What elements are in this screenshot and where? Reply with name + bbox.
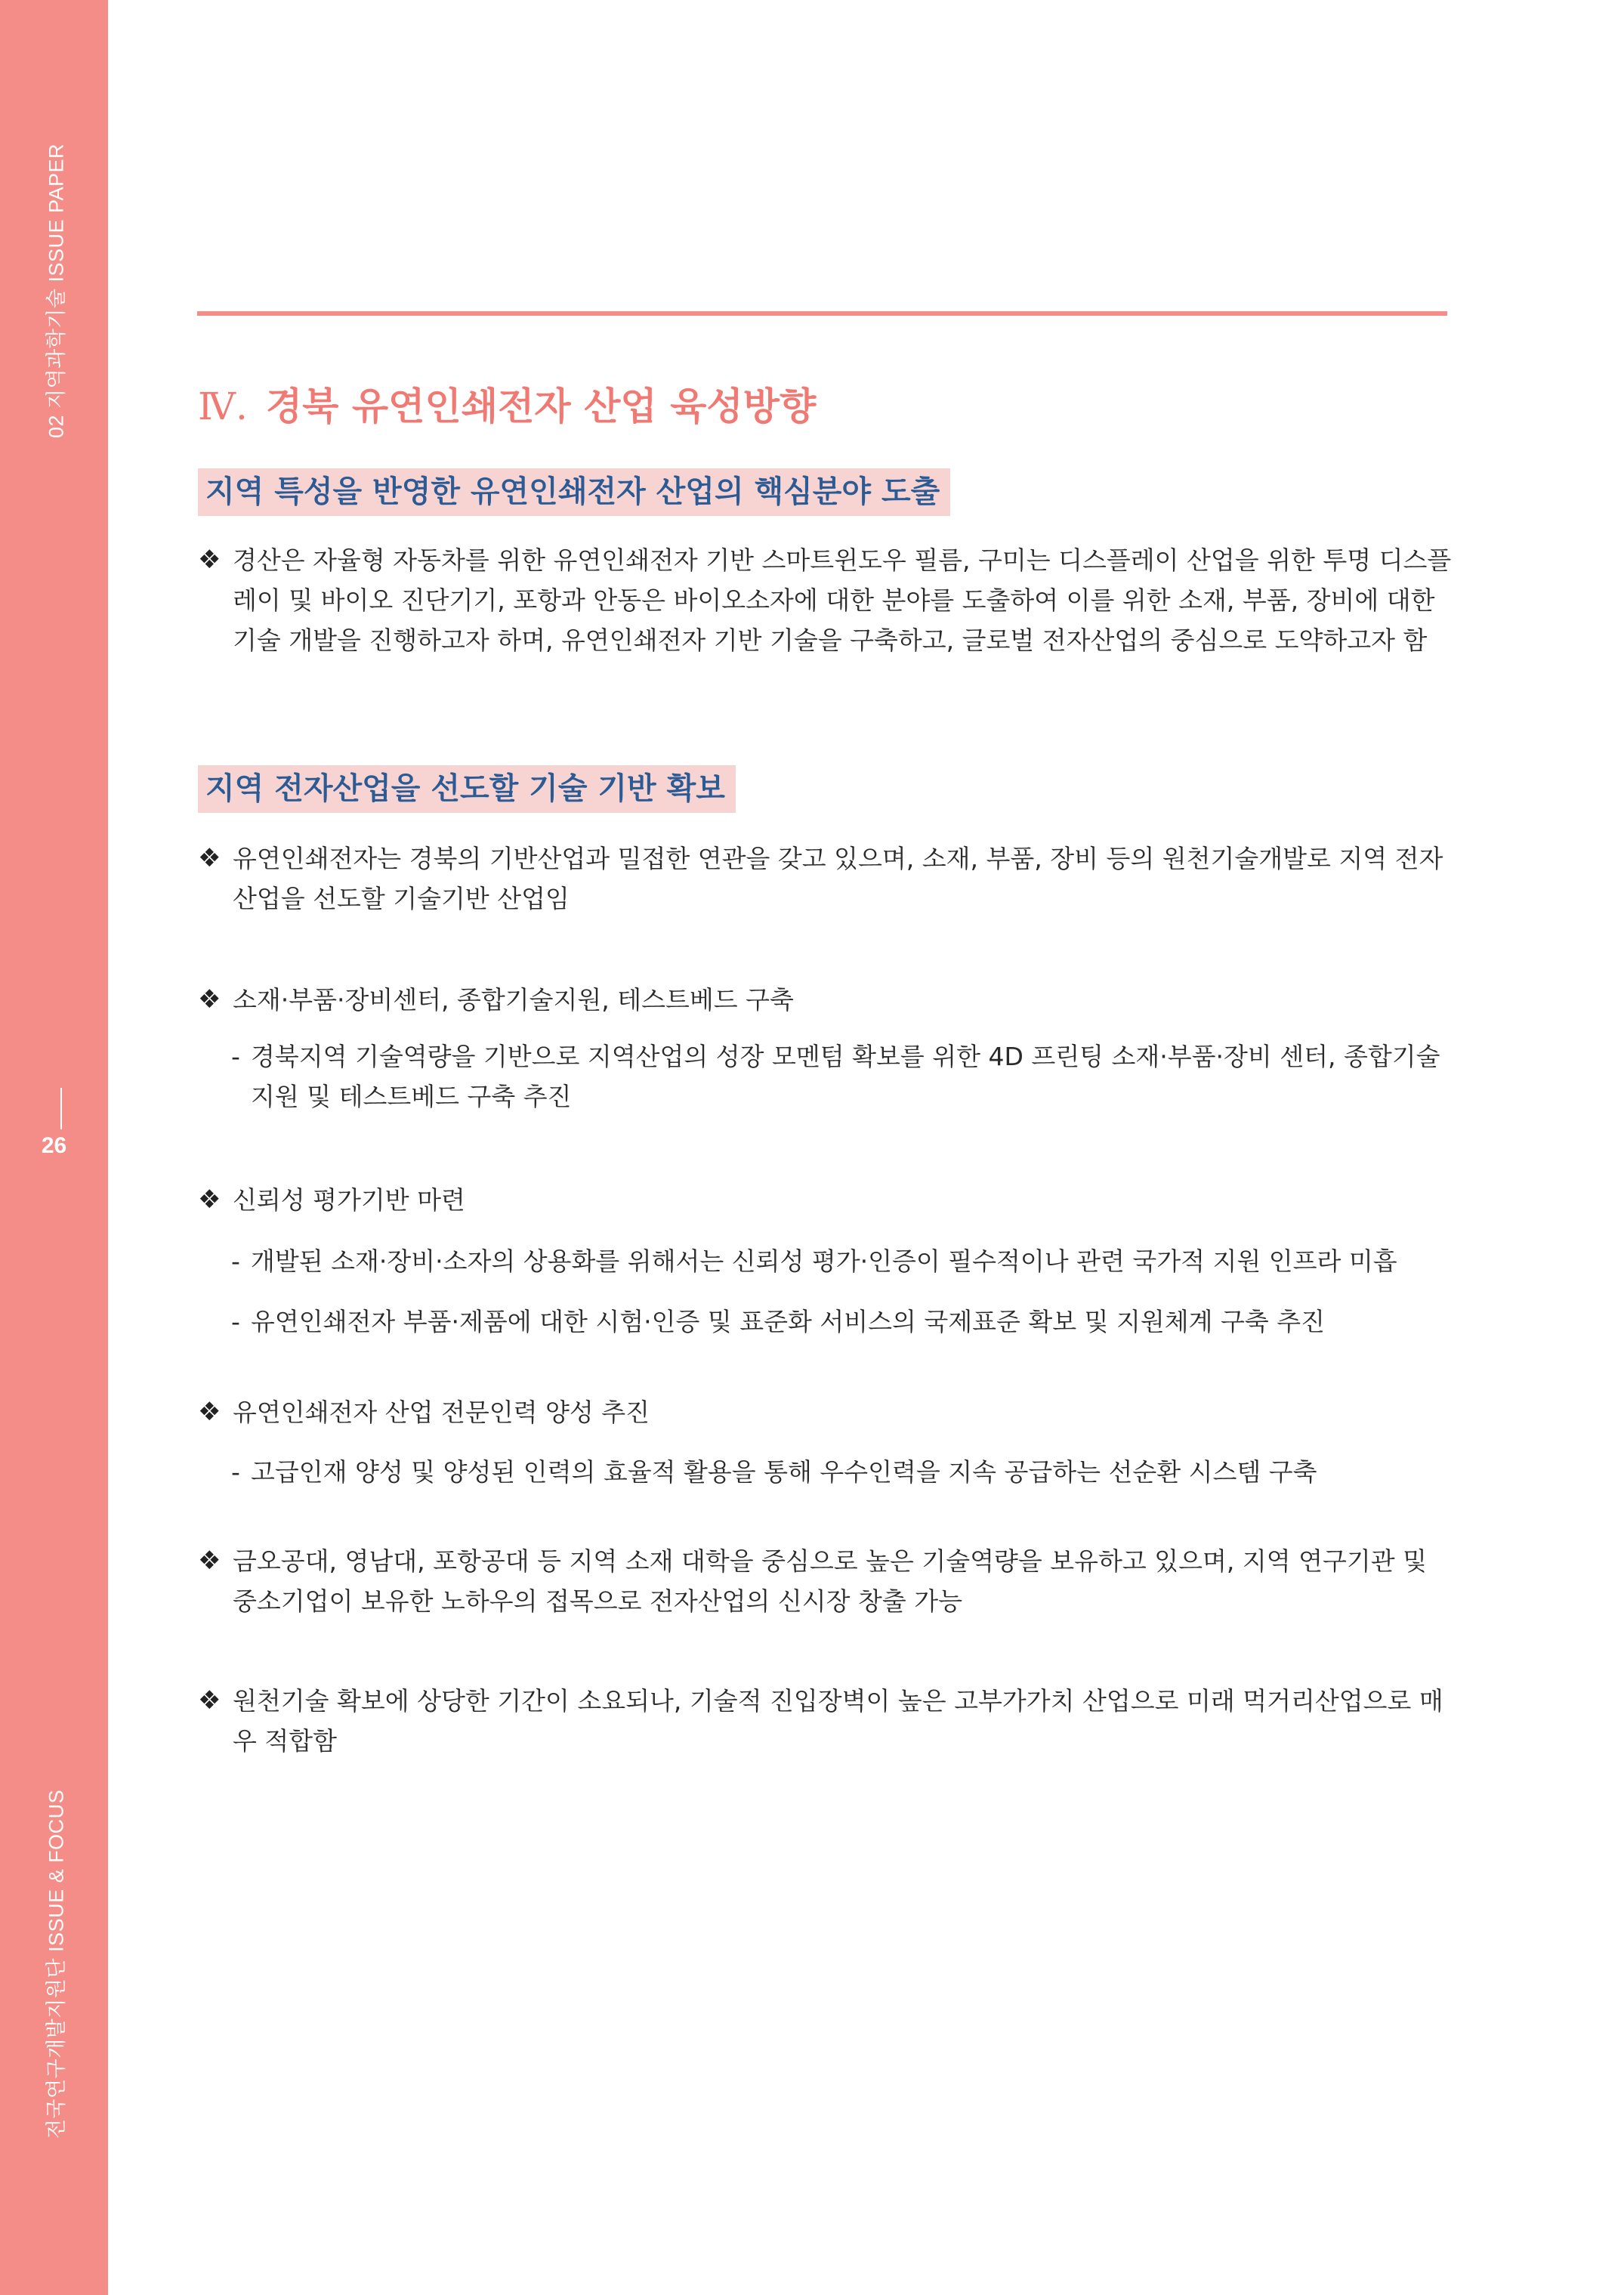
bullet-text: 신뢰성 평가기반 마련 xyxy=(233,1185,465,1215)
dash-marker: - xyxy=(231,1457,240,1487)
bullet-icon: ❖ xyxy=(198,545,221,575)
bullet-icon: ❖ xyxy=(198,1397,221,1427)
section-title-text: 경북 유연인쇄전자 산업 육성방향 xyxy=(265,385,817,428)
subsection-heading: 지역 전자산업을 선도할 기술 기반 확보 xyxy=(198,765,736,813)
page-number: 26 xyxy=(41,1133,67,1158)
sub-item-text: 유연인쇄전자 부품·제품에 대한 시험·인증 및 표준화 서비스의 국제표준 확보 및 지원체계 구축 추진 xyxy=(251,1307,1325,1336)
bullet-item xyxy=(198,1180,1452,1220)
sub-item-text: 고급인재 양성 및 양성된 인력의 효율적 활용을 통해 우수인력을 지속 공급하는 선순환 시스템 구축 xyxy=(251,1457,1317,1487)
bullet-item xyxy=(198,1541,1452,1621)
bullet-icon: ❖ xyxy=(198,843,221,873)
section-title xyxy=(198,376,816,431)
bullet-item xyxy=(198,1681,1452,1761)
bullet-icon: ❖ xyxy=(198,1546,221,1576)
bullet-icon: ❖ xyxy=(198,1685,221,1716)
sub-item xyxy=(231,1241,1452,1281)
bullet-text: 경산은 자율형 자동차를 위한 유연인쇄전자 기반 스마트윈도우 필름, 구미는 디스플레이 산업을 위한 투명 디스플레이 및 바이오 진단기기, 포항과 안동은 바이오소자에 대한 분야를 도출하여 이를 위한 소재, 부품, 장비에 대한 기술 개발을 진행하고자 하며, 유연인쇄전자 기반 기술을 구축하고, 글로벌 전자산업의 중심으로 도약하고자 함 xyxy=(233,545,1452,655)
bullet-text: 소재·부품·장비센터, 종합기술지원, 테스트베드 구축 xyxy=(233,985,794,1015)
sub-item xyxy=(231,1302,1452,1342)
dash-marker: - xyxy=(231,1246,240,1276)
bullet-item xyxy=(198,540,1452,660)
dash-marker: - xyxy=(231,1042,240,1071)
section-number: Ⅳ. xyxy=(198,385,248,428)
sub-item-text: 경북지역 기술역량을 기반으로 지역산업의 성장 모멘텀 확보를 위한 4D 프린팅 소재·부품·장비 센터, 종합기술지원 및 테스트베드 구축 추진 xyxy=(251,1042,1440,1111)
bullet-icon: ❖ xyxy=(198,1185,221,1215)
sub-item-text: 개발된 소재·장비·소자의 상용화를 위해서는 신뢰성 평가·인증이 필수적이나 관련 국가적 지원 인프라 미흡 xyxy=(251,1246,1397,1276)
bullet-icon: ❖ xyxy=(198,984,221,1015)
sub-item xyxy=(231,1036,1452,1117)
bullet-item xyxy=(198,1392,1452,1432)
bullet-text: 유연인쇄전자는 경북의 기반산업과 밀접한 연관을 갖고 있으며, 소재, 부품, 장비 등의 원천기술개발로 지역 전자산업을 선도할 기술기반 산업임 xyxy=(233,844,1443,913)
bullet-text: 유연인쇄전자 산업 전문인력 양성 추진 xyxy=(233,1398,650,1427)
bullet-item xyxy=(198,980,1452,1020)
bullet-item xyxy=(198,839,1452,919)
bullet-text: 금오공대, 영남대, 포항공대 등 지역 소재 대학을 중심으로 높은 기술역량을 보유하고 있으며, 지역 연구기관 및 중소기업이 보유한 노하우의 접목으로 전자산업의 신시장 창출 가능 xyxy=(233,1546,1427,1616)
bullet-text: 원천기술 확보에 상당한 기간이 소요되나, 기술적 진입장벽이 높은 고부가가치 산업으로 미래 먹거리산업으로 매우 적합함 xyxy=(233,1686,1443,1756)
dash-marker: - xyxy=(231,1307,240,1336)
page-divider xyxy=(60,1088,62,1129)
subsection-heading: 지역 특성을 반영한 유연인쇄전자 산업의 핵심분야 도출 xyxy=(198,468,950,516)
header-rule xyxy=(197,311,1447,316)
sub-item xyxy=(231,1452,1452,1492)
